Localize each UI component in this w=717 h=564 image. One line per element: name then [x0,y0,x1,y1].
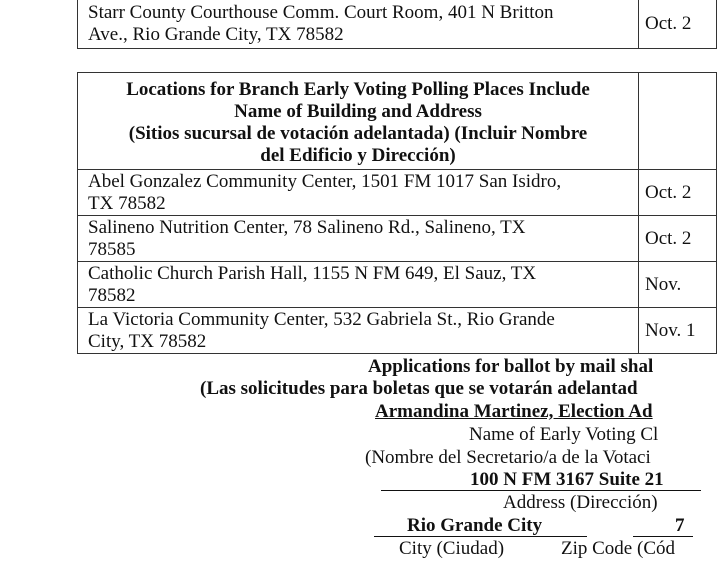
location-cell [78,308,639,354]
city-label: City (Ciudad) [399,538,505,559]
location-line: TX 78582 [88,192,166,214]
header-line: Locations for Branch Early Voting Polling Places Include [126,78,590,100]
location-cell [78,0,639,49]
location-line: 78582 [88,284,136,306]
clerk-label-en: Name of Early Voting Cl [469,424,659,445]
header-line: del Edificio y Dirección) [260,144,456,166]
address-line [381,469,701,491]
date-cell: Nov. [639,262,717,308]
table-row [78,308,717,354]
address-label: Address (Dirección) [503,492,658,513]
address-value: 100 N FM 3167 Suite 21 [470,469,664,490]
zip-label: Zip Code (Cód [561,538,675,559]
date-cell: Oct. 2 [639,170,717,216]
clerk-name: Armandina Martinez, Election Ad [375,401,653,422]
table-row [78,0,717,49]
location-cell [78,216,639,262]
zip-value: 7 [675,515,685,536]
location-line: Starr County Courthouse Comm. Court Room, 401 N Britton [88,1,554,23]
location-cell [78,262,639,308]
location-line: La Victoria Community Center, 532 Gabriela St., Rio Grande [88,308,555,330]
header-line: (Sitios sucursal de votación adelantada) (Incluir Nombre [128,122,588,144]
applications-notice-en: Applications for ballot by mail shal [368,356,654,377]
location-line: Ave., Rio Grande City, TX 78582 [88,23,344,45]
table-row [78,262,717,308]
date-cell: Nov. 1 [639,308,717,354]
date-cell: Oct. 2 [639,216,717,262]
city-line [374,515,587,537]
applications-notice-es: (Las solicitudes para boletas que se votarán adelantad [200,378,638,399]
location-line: City, TX 78582 [88,330,207,352]
table-row [78,170,717,216]
table-header-row [78,73,717,170]
table-row [78,216,717,262]
zip-line [633,515,693,537]
branch-voting-locations-table [77,72,717,354]
location-line: 78585 [88,238,136,260]
clerk-label-es: (Nombre del Secretario/a de la Votaci [365,447,651,468]
date-cell: Oct. 2 [639,0,717,49]
empty-header-cell [639,73,717,170]
location-line: Catholic Church Parish Hall, 1155 N FM 649, El Sauz, TX [88,262,537,284]
location-cell [78,170,639,216]
location-line: Salineno Nutrition Center, 78 Salineno Rd., Salineno, TX [88,216,526,238]
voting-locations-table-main [77,0,717,49]
city-value: Rio Grande City [407,515,543,536]
location-line: Abel Gonzalez Community Center, 1501 FM 1017 San Isidro, [88,170,562,192]
header-line: Name of Building and Address [234,100,482,122]
table-header-cell [78,73,639,170]
